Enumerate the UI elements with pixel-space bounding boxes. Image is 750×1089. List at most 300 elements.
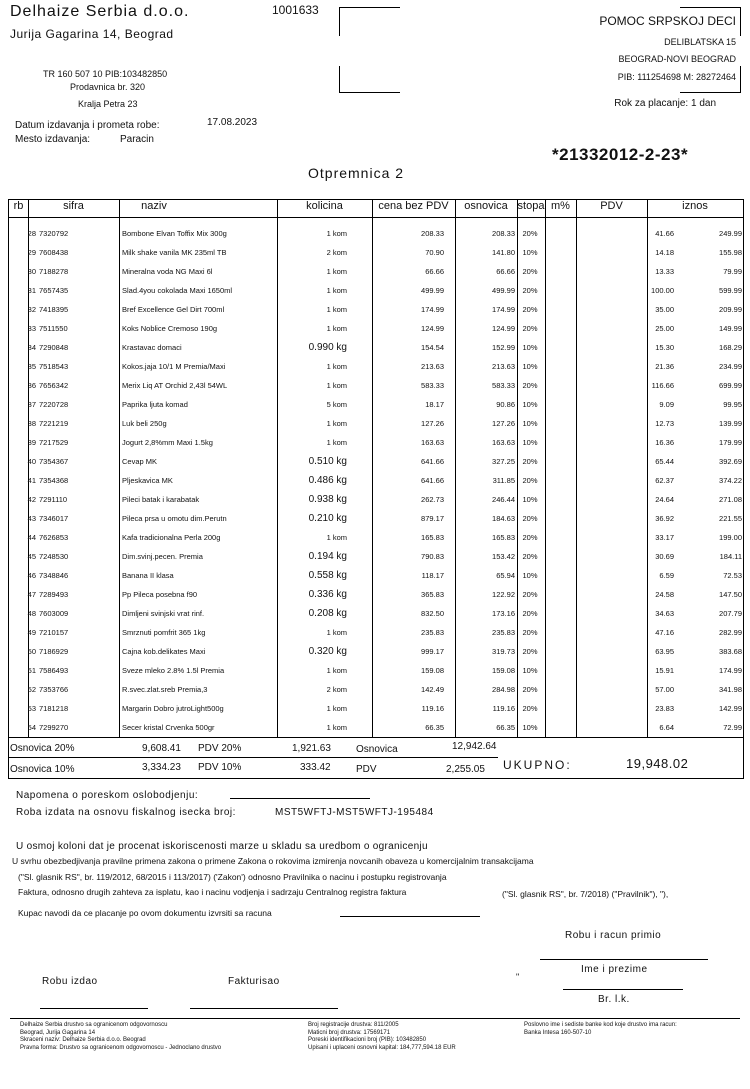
osnovica-value: 12,942.64 [452,741,497,752]
cell-pdv: 14.18 [655,248,674,257]
cell-pdv: 23.83 [655,704,674,713]
cell-sifra: 7353766 [39,685,69,694]
cell-stopa: 20% [522,476,538,485]
cell-pdv: 34.63 [655,609,674,618]
cell-stopa: 10% [522,438,538,447]
buyer-street: DELIBLATSKA 15 [664,37,736,47]
cell-naziv: Kafa tradicionalna Perla 200g [122,533,221,542]
cell-kolicina: 1 kom [326,305,347,314]
cell-sifra: 7220728 [39,400,69,409]
cell-iznos: 72.53 [723,571,742,580]
cell-sifra: 7221219 [39,419,69,428]
napomena: Napomena o poreskom oslobodjenju: [16,790,199,801]
cell-pdv: 21.36 [655,362,674,371]
note-line2: U svrhu obezbedjivanja pravilne primena zakona o primene Zakona o rokovima izmirenja novcanih obaveza u komercijalnim transakcijama [12,856,534,866]
seller-address: Jurija Gagarina 14, Beograd [10,27,174,41]
cell-iznos: 199.00 [719,533,742,542]
cell-cena: 119.16 [421,704,444,713]
header-naziv: naziv [141,200,167,212]
cell-stopa: 20% [522,324,538,333]
cell-kolicina: 0.320 kg [308,646,347,657]
cell-iznos: 79.99 [723,267,742,276]
cell-pdv: 41.66 [655,229,674,238]
cell-rb: 52 [27,685,36,694]
cell-pdv: 35.00 [655,305,674,314]
cell-cena: 790.83 [421,552,444,561]
table-row [9,396,743,415]
cell-iznos: 142.99 [719,704,742,713]
cell-osnovica: 66.66 [496,267,515,276]
cell-rb: 28 [27,229,36,238]
cell-kolicina: 1 kom [326,286,347,295]
table-row [9,434,743,453]
cell-cena: 262.73 [421,495,444,504]
cell-stopa: 20% [522,628,538,637]
cell-pdv: 13.33 [655,267,674,276]
note-line5: Kupac navodi da ce placanje po ovom dokumentu izvrsiti sa racuna [18,908,272,918]
cell-pdv: 116.66 [651,381,674,390]
cell-pdv: 9.09 [659,400,674,409]
seller-name: Delhaize Serbia d.o.o. [10,3,190,20]
cell-rb: 45 [27,552,36,561]
cell-stopa: 20% [522,647,538,656]
note-line3: ("Sl. glasnik RS", br. 119/2012, 68/2015 i 113/2017) ('Zakon') odnosno Pravilnika o nacinu i postupku registrovanja [18,872,447,882]
sig-quote: " [516,972,520,982]
pdv20-value: 1,921.63 [292,743,331,754]
cell-osnovica: 173.16 [492,609,515,618]
cell-rb: 50 [27,647,36,656]
cell-stopa: 20% [522,305,538,314]
items-table [8,199,744,738]
table-row [9,415,743,434]
sig-ime: Ime i prezime [581,964,648,975]
cell-kolicina: 1 kom [326,704,347,713]
sig-brlk: Br. l.k. [598,994,630,1005]
cell-sifra: 7354367 [39,457,69,466]
cell-osnovica: 66.35 [496,723,515,732]
table-row [9,263,743,282]
cell-kolicina: 0.486 kg [308,475,347,486]
buyer-pib: PIB: 111254698 M: 28272464 [617,72,736,82]
table-row [9,510,743,529]
cell-pdv: 15.91 [655,666,674,675]
ukupno-value: 19,948.02 [626,756,689,771]
cell-naziv: Jogurt 2,8%mm Maxi 1.5kg [122,438,213,447]
cell-kolicina: 1 kom [326,419,347,428]
cell-pdv: 24.64 [655,495,674,504]
cell-rb: 53 [27,704,36,713]
cell-naziv: Bombone Elvan Toffix Mix 300g [122,229,227,238]
cell-cena: 124.99 [421,324,444,333]
footer-col3: Poslovno ime i sediste banke kod koje drustvo ima racun: Banka Intesa 160-507-10 [524,1022,677,1036]
cell-sifra: 7657435 [39,286,69,295]
cell-iznos: 234.99 [719,362,742,371]
cell-kolicina: 1 kom [326,533,347,542]
cell-osnovica: 583.33 [492,381,515,390]
cell-sifra: 7511550 [39,324,68,333]
cell-rb: 37 [27,400,36,409]
cell-rb: 31 [27,286,36,295]
header-iznos: iznos [682,200,708,212]
cell-naziv: Merix Liq AT Orchid 2,43l 54WL [122,381,228,390]
cell-iznos: 149.99 [719,324,742,333]
cell-iznos: 207.79 [719,609,742,618]
table-row [9,491,743,510]
cell-iznos: 184.11 [719,552,742,561]
table-row [9,244,743,263]
cell-cena: 235.83 [421,628,444,637]
cell-iznos: 99.95 [723,400,742,409]
cell-iznos: 209.99 [719,305,742,314]
pdv10-label: PDV 10% [198,762,242,773]
cell-pdv: 36.92 [655,514,674,523]
table-row [9,320,743,339]
cell-sifra: 7186929 [39,647,69,656]
cell-rb: 33 [27,324,36,333]
cell-osnovica: 141.80 [492,248,515,257]
table-row [9,377,743,396]
cell-naziv: Pileci batak i karabatak [122,495,200,504]
cell-rb: 35 [27,362,36,371]
cell-rb: 49 [27,628,36,637]
cell-rb: 32 [27,305,36,314]
note-line4a: Faktura, odnosno drugih zahteva za isplatu, kao i nacinu vodjenja i sadrzaju Centralnog registra faktura [18,887,407,897]
cell-osnovica: 127.26 [492,419,515,428]
cell-kolicina: 0.194 kg [308,551,347,562]
cell-cena: 66.66 [425,267,444,276]
cell-sifra: 7518543 [39,362,69,371]
cell-kolicina: 1 kom [326,438,347,447]
cell-rb: 44 [27,533,36,542]
cell-stopa: 20% [522,286,538,295]
cell-naziv: Dim.svinj.pecen. Premia [122,552,203,561]
cell-iznos: 374.22 [719,476,742,485]
cell-sifra: 7299270 [39,723,69,732]
address-window-bottom-corner [339,66,400,93]
header-pdv: PDV [600,200,623,212]
pdv-label: PDV [356,764,377,775]
table-row [9,662,743,681]
cell-sifra: 7603009 [39,609,69,618]
cell-stopa: 20% [522,704,538,713]
cell-osnovica: 153.42 [492,552,515,561]
cell-osnovica: 319.73 [492,647,515,656]
table-row [9,548,743,567]
cell-cena: 142.49 [421,685,444,694]
cell-kolicina: 0.558 kg [308,570,347,581]
cell-naziv: Paprika ljuta komad [122,400,188,409]
cell-kolicina: 2 kom [326,685,347,694]
cell-stopa: 20% [522,685,538,694]
cell-kolicina: 1 kom [326,381,347,390]
cell-iznos: 221.55 [719,514,742,523]
cell-iznos: 383.68 [719,647,742,656]
header-rb: rb [13,200,24,212]
cell-iznos: 72.99 [723,723,742,732]
cell-naziv: Mineralna voda NG Maxi 6l [122,267,213,276]
cell-iznos: 392.69 [719,457,742,466]
cell-kolicina: 0.990 kg [308,342,347,353]
cell-stopa: 10% [522,400,538,409]
table-row [9,624,743,643]
cell-naziv: Pileca prsa u omotu dim.Perutn [122,514,227,523]
cell-iznos: 699.99 [719,381,742,390]
cell-sifra: 7248530 [39,552,69,561]
cell-osnovica: 165.83 [492,533,515,542]
cell-cena: 832.50 [421,609,444,618]
cell-osnovica: 65.94 [496,571,515,580]
seller-tr-pib: TR 160 507 10 PIB:103482850 [43,69,168,79]
cell-sifra: 7626853 [39,533,69,542]
cell-kolicina: 1 kom [326,723,347,732]
cell-stopa: 20% [522,229,538,238]
cell-iznos: 168.29 [719,343,742,352]
cell-stopa: 10% [522,362,538,371]
cell-cena: 499.99 [421,286,444,295]
cell-osnovica: 122.92 [492,590,515,599]
cell-rb: 41 [27,476,36,485]
cell-osnovica: 213.63 [492,362,515,371]
pdv10-value: 333.42 [300,762,331,773]
cell-sifra: 7608438 [39,248,69,257]
cell-cena: 365.83 [421,590,444,599]
cell-sifra: 7418395 [39,305,69,314]
cell-rb: 46 [27,571,36,580]
cell-pdv: 6.64 [659,723,674,732]
header-sifra: sifra [63,200,84,212]
cell-naziv: Bref Excellence Gel Dirt 700ml [122,305,225,314]
note-line4b: ("Sl. glasnik RS", br. 7/2018) ("Pravilnik"), "), [502,889,669,899]
cell-iznos: 271.08 [719,495,742,504]
table-row [9,700,743,719]
cell-stopa: 20% [522,381,538,390]
table-row [9,643,743,662]
table-row [9,567,743,586]
cell-iznos: 174.99 [719,666,742,675]
cell-osnovica: 246.44 [492,495,515,504]
cell-stopa: 10% [522,495,538,504]
cell-osnovica: 235.83 [492,628,515,637]
cell-iznos: 249.99 [719,229,742,238]
cell-pdv: 16.36 [655,438,674,447]
cell-cena: 641.66 [421,476,444,485]
cell-rb: 48 [27,609,36,618]
cell-naziv: Luk beli 250g [122,419,167,428]
payment-term: Rok za placanje: 1 dan [614,98,716,109]
header-stopa: stopa [517,200,545,212]
cell-naziv: Banana II klasa [122,571,174,580]
cell-pdv: 6.59 [659,571,674,580]
cell-naziv: Milk shake vanila MK 235ml TB [122,248,227,257]
cell-kolicina: 1 kom [326,324,347,333]
cell-iznos: 147.50 [719,590,742,599]
cell-kolicina: 2 kom [326,248,347,257]
cell-rb: 39 [27,438,36,447]
cell-rb: 36 [27,381,36,390]
barcode-text: *21332012-2-23* [552,145,689,164]
osnovica20-value: 9,608.41 [142,743,181,754]
cell-iznos: 155.98 [719,248,742,257]
cell-iznos: 179.99 [719,438,742,447]
cell-cena: 70.90 [425,248,444,257]
table-row [9,586,743,605]
cell-kolicina: 0.938 kg [308,494,347,505]
cell-cena: 879.17 [421,514,444,523]
cell-sifra: 7320792 [39,229,69,238]
cell-iznos: 341.98 [719,685,742,694]
cell-osnovica: 163.63 [492,438,515,447]
cell-sifra: 7346017 [39,514,69,523]
cell-pdv: 57.00 [655,685,674,694]
table-row [9,358,743,377]
cell-naziv: Cajna kob.delikates Maxi [122,647,206,656]
cell-osnovica: 284.98 [492,685,515,694]
cell-stopa: 20% [522,590,538,599]
pdv20-label: PDV 20% [198,743,242,754]
cell-cena: 999.17 [421,647,444,656]
header-osnovica: osnovica [464,200,508,212]
cell-rb: 43 [27,514,36,523]
header-cena: cena bez PDV [378,200,449,212]
cell-naziv: Smrznuti pomfrit 365 1kg [122,628,206,637]
cell-stopa: 10% [522,723,538,732]
table-row [9,681,743,700]
cell-rb: 47 [27,590,36,599]
cell-kolicina: 1 kom [326,267,347,276]
cell-stopa: 10% [522,571,538,580]
cell-naziv: Sveze mleko 2.8% 1.5l Premia [122,666,225,675]
cell-naziv: Margarin Dobro jutroLight500g [122,704,224,713]
cell-cena: 163.63 [421,438,444,447]
buyer-name: POMOC SRPSKOJ DECI [599,14,736,28]
cell-naziv: Dimljeni svinjski vrat rinf. [122,609,205,618]
cell-sifra: 7291110 [39,495,68,504]
issue-date: 17.08.2023 [207,117,258,128]
cell-iznos: 282.99 [719,628,742,637]
cell-rb: 42 [27,495,36,504]
cell-kolicina: 1 kom [326,628,347,637]
cell-pdv: 12.73 [655,419,674,428]
cell-stopa: 20% [522,514,538,523]
cell-pdv: 47.16 [655,628,674,637]
document-title: Otpremnica 2 [308,165,405,181]
cell-kolicina: 0.336 kg [308,589,347,600]
cell-stopa: 20% [522,609,538,618]
table-row [9,282,743,301]
cell-sifra: 7181218 [39,704,69,713]
cell-osnovica: 119.16 [492,704,515,713]
cell-stopa: 20% [522,457,538,466]
cell-cena: 583.33 [421,381,444,390]
cell-stopa: 10% [522,666,538,675]
table-row [9,605,743,624]
cell-stopa: 10% [522,248,538,257]
table-row [9,453,743,472]
sig-primio: Robu i racun primio [565,930,662,941]
doc-number: 1001633 [272,3,319,17]
cell-osnovica: 159.08 [492,666,515,675]
cell-cena: 159.08 [421,666,444,675]
cell-osnovica: 208.33 [492,229,515,238]
cell-rb: 40 [27,457,36,466]
cell-naziv: Pp Pileca posebna f90 [122,590,198,599]
table-row [9,719,743,738]
cell-cena: 18.17 [425,400,444,409]
cell-pdv: 30.69 [655,552,674,561]
cell-stopa: 20% [522,267,538,276]
cell-kolicina: 1 kom [326,666,347,675]
header-kolicina: kolicina [306,200,343,212]
cell-kolicina: 1 kom [326,362,347,371]
cell-stopa: 10% [522,343,538,352]
cell-pdv: 62.37 [655,476,674,485]
cell-stopa: 20% [522,533,538,542]
cell-stopa: 10% [522,419,538,428]
cell-rb: 30 [27,267,36,276]
pdv-value: 2,255.05 [446,764,485,775]
seller-store-address: Kralja Petra 23 [78,99,138,109]
cell-sifra: 7217529 [39,438,69,447]
cell-naziv: Krastavac domaci [122,343,182,352]
cell-pdv: 33.17 [655,533,674,542]
cell-rb: 29 [27,248,36,257]
cell-osnovica: 327.25 [492,457,515,466]
table-row [9,529,743,548]
cell-sifra: 7354368 [39,476,69,485]
cell-iznos: 139.99 [719,419,742,428]
sig-fakturisao: Fakturisao [228,976,280,987]
cell-kolicina: 0.210 kg [308,513,347,524]
cell-rb: 51 [27,666,36,675]
ukupno-label: UKUPNO: [503,758,572,772]
cell-osnovica: 184.63 [492,514,515,523]
cell-rb: 38 [27,419,36,428]
cell-cena: 208.33 [421,229,444,238]
cell-naziv: Slad.4you cokolada Maxi 1650ml [122,286,233,295]
osnovica10-label: Osnovica 10% [10,764,75,775]
note-line1: U osmoj koloni dat je procenat iskoriscenosti marze u skladu sa uredbom o ogranicenju [16,841,428,852]
address-window-top-corner [339,7,400,36]
cell-naziv: Kokos.jaja 10/1 M Premia/Maxi [122,362,226,371]
cell-sifra: 7210157 [39,628,69,637]
cell-cena: 66.35 [425,723,444,732]
cell-pdv: 24.58 [655,590,674,599]
cell-sifra: 7586493 [39,666,69,675]
cell-cena: 641.66 [421,457,444,466]
cell-pdv: 65.44 [655,457,674,466]
footer-col1: Delhaize Serbia drustvo sa ogranicenom odgovornoscu Beograd, Jurija Gagarina 14 Skraceni naziv: Delhaize Serbia d.o.o. Beograd Pravna forma: Drustvo sa ogranicenom odgovornoscu - Jednoclano drustvo [20,1022,222,1051]
cell-kolicina: 5 kom [326,400,347,409]
cell-cena: 165.83 [421,533,444,542]
table-row [9,472,743,491]
cell-rb: 54 [27,723,36,732]
cell-cena: 174.99 [421,305,444,314]
table-row [9,301,743,320]
cell-naziv: Pljeskavica MK [122,476,173,485]
cell-sifra: 7656342 [39,381,69,390]
cell-kolicina: 0.208 kg [308,608,347,619]
sig-izdao: Robu izdao [42,976,98,987]
cell-naziv: Secer kristal Crvenka 500gr [122,723,215,732]
cell-pdv: 15.30 [655,343,674,352]
cell-osnovica: 311.85 [492,476,515,485]
cell-sifra: 7348846 [39,571,69,580]
cell-osnovica: 499.99 [492,286,515,295]
cell-cena: 127.26 [421,419,444,428]
cell-kolicina: 0.510 kg [308,456,347,467]
cell-cena: 118.17 [421,571,444,580]
cell-naziv: R.svec.zlat.sreb Premia,3 [122,685,208,694]
